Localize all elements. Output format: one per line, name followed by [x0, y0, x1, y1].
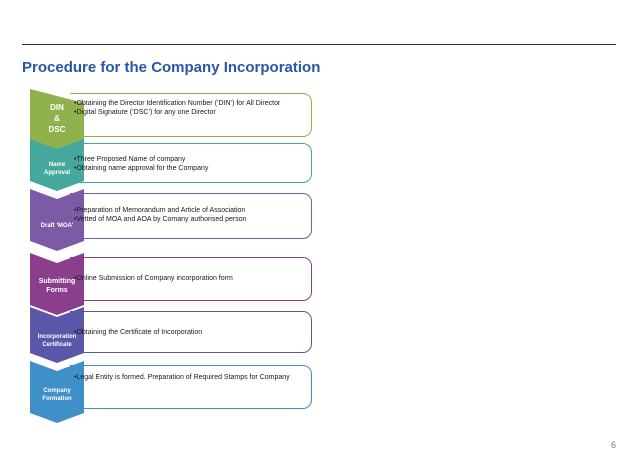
step-label: Draft ‘MOA’	[40, 223, 74, 229]
step-box	[70, 365, 312, 409]
step-bullets	[74, 99, 310, 117]
step-bullets	[74, 274, 310, 283]
step-bullets	[74, 206, 310, 224]
page-number: 6	[610, 440, 616, 450]
bullet-item: •Vetted of MOA and AOA by Comany authorised person	[74, 216, 247, 223]
step-bullets	[74, 328, 310, 337]
step-bullets	[74, 155, 310, 173]
bullet-item: •Preparation of Memorandum and Article of Association	[74, 207, 246, 214]
bullet-item: •Digital Signature (‘DSC’) for any one Director	[74, 109, 216, 116]
step-draft-moa	[22, 189, 342, 251]
step-company-formation	[22, 361, 342, 423]
bullet-item: •Legal Entity is formed. Preparation of Required Stamps for Company	[74, 374, 290, 381]
bullet-item: •Three Proposed Name of company	[74, 156, 186, 163]
step-label: Submitting Forms	[38, 278, 76, 295]
bullet-item: •Obtaining the Director Identification Number (‘DIN’) for All Director	[74, 100, 281, 107]
step-submitting-forms	[22, 253, 342, 315]
bullet-item: •Obtaining the Certificate of Incorporation	[74, 329, 203, 336]
step-name-approval	[22, 139, 342, 191]
header-rule	[22, 44, 616, 45]
step-label: Name Approval	[43, 162, 70, 177]
process-diagram	[22, 83, 342, 431]
step-label: DIN & DSC	[48, 103, 66, 134]
slide-title: Procedure for the Company Incorporation	[22, 59, 321, 76]
bullet-item: •Obtaining name approval for the Company	[74, 165, 209, 172]
step-bullets	[74, 373, 310, 382]
step-label: Incorporation Certificate	[37, 334, 77, 349]
step-incorporation-certificate	[22, 307, 342, 363]
bullet-item: •Online Submission of Company incorporation form	[74, 275, 233, 282]
step-label: Company Formation	[42, 388, 72, 403]
